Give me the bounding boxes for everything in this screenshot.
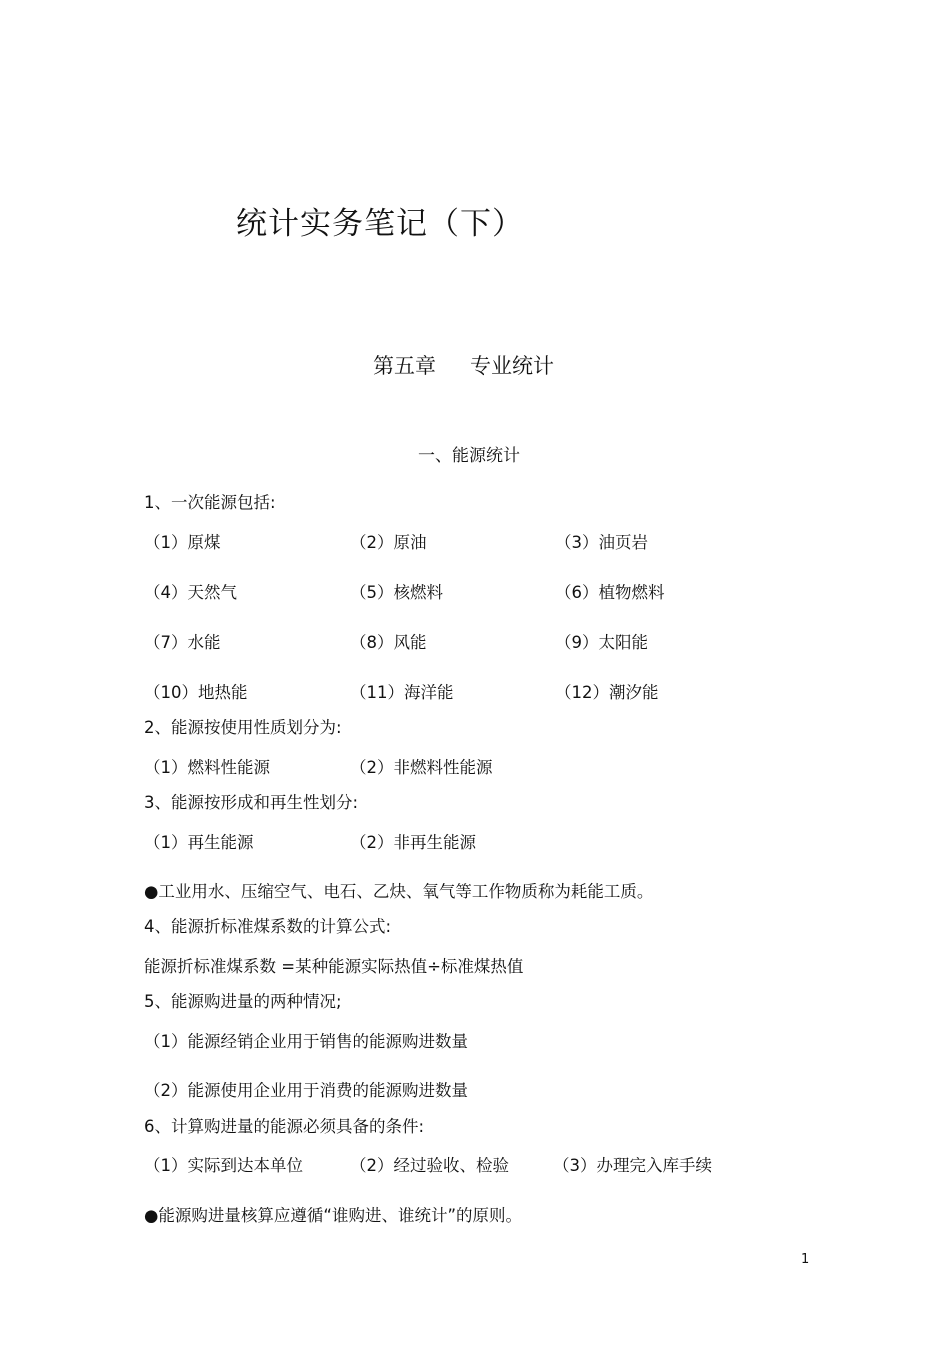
list-item: （3）油页岩 — [555, 533, 648, 552]
list-item: （12）潮汐能 — [555, 683, 659, 702]
list-item: （1）实际到达本单位 — [144, 1156, 303, 1175]
q1-heading: 1、一次能源包括: — [144, 493, 276, 512]
list-item: （1）原煤 — [144, 533, 221, 552]
document-title: 统计实务笔记（下） — [236, 206, 524, 242]
list-item: （1）燃料性能源 — [144, 758, 270, 777]
list-item: （11）海洋能 — [350, 683, 454, 702]
q3-heading: 3、能源按形成和再生性划分: — [144, 793, 359, 812]
list-item: （7）水能 — [144, 633, 221, 652]
q5-heading: 5、能源购进量的两种情况; — [144, 992, 342, 1011]
q4-heading: 4、能源折标准煤系数的计算公式: — [144, 917, 392, 936]
list-item: （2）经过验收、检验 — [350, 1156, 509, 1175]
list-item: （2）非燃料性能源 — [350, 758, 493, 777]
list-item: （9）太阳能 — [555, 633, 648, 652]
list-item: （1）再生能源 — [144, 833, 254, 852]
chapter-number: 第五章 — [373, 354, 436, 378]
list-item: （8）风能 — [350, 633, 427, 652]
list-item: （2）非再生能源 — [350, 833, 476, 852]
formula: 能源折标准煤系数 =某种能源实际热值÷标准煤热值 — [144, 957, 524, 976]
section-heading: 一、能源统计 — [418, 446, 520, 466]
q2-heading: 2、能源按使用性质划分为: — [144, 718, 342, 737]
list-item: （6）植物燃料 — [555, 583, 665, 602]
q6-heading: 6、计算购进量的能源必须具备的条件: — [144, 1117, 425, 1136]
list-item: （4）天然气 — [144, 583, 237, 602]
note-purchase-principle: ●能源购进量核算应遵循“谁购进、谁统计”的原则。 — [144, 1206, 522, 1225]
list-item: （2）能源使用企业用于消费的能源购进数量 — [144, 1081, 468, 1100]
list-item: （5）核燃料 — [350, 583, 443, 602]
note-energy-working-medium: ●工业用水、压缩空气、电石、乙炔、氧气等工作物质称为耗能工质。 — [144, 882, 654, 901]
list-item: （10）地热能 — [144, 683, 248, 702]
list-item: （2）原油 — [350, 533, 427, 552]
list-item: （3）办理完入库手续 — [553, 1156, 712, 1175]
list-item: （1）能源经销企业用于销售的能源购进数量 — [144, 1032, 468, 1051]
chapter-name: 专业统计 — [470, 354, 554, 378]
page-number: 1 — [801, 1252, 810, 1267]
chapter-heading — [373, 350, 554, 380]
